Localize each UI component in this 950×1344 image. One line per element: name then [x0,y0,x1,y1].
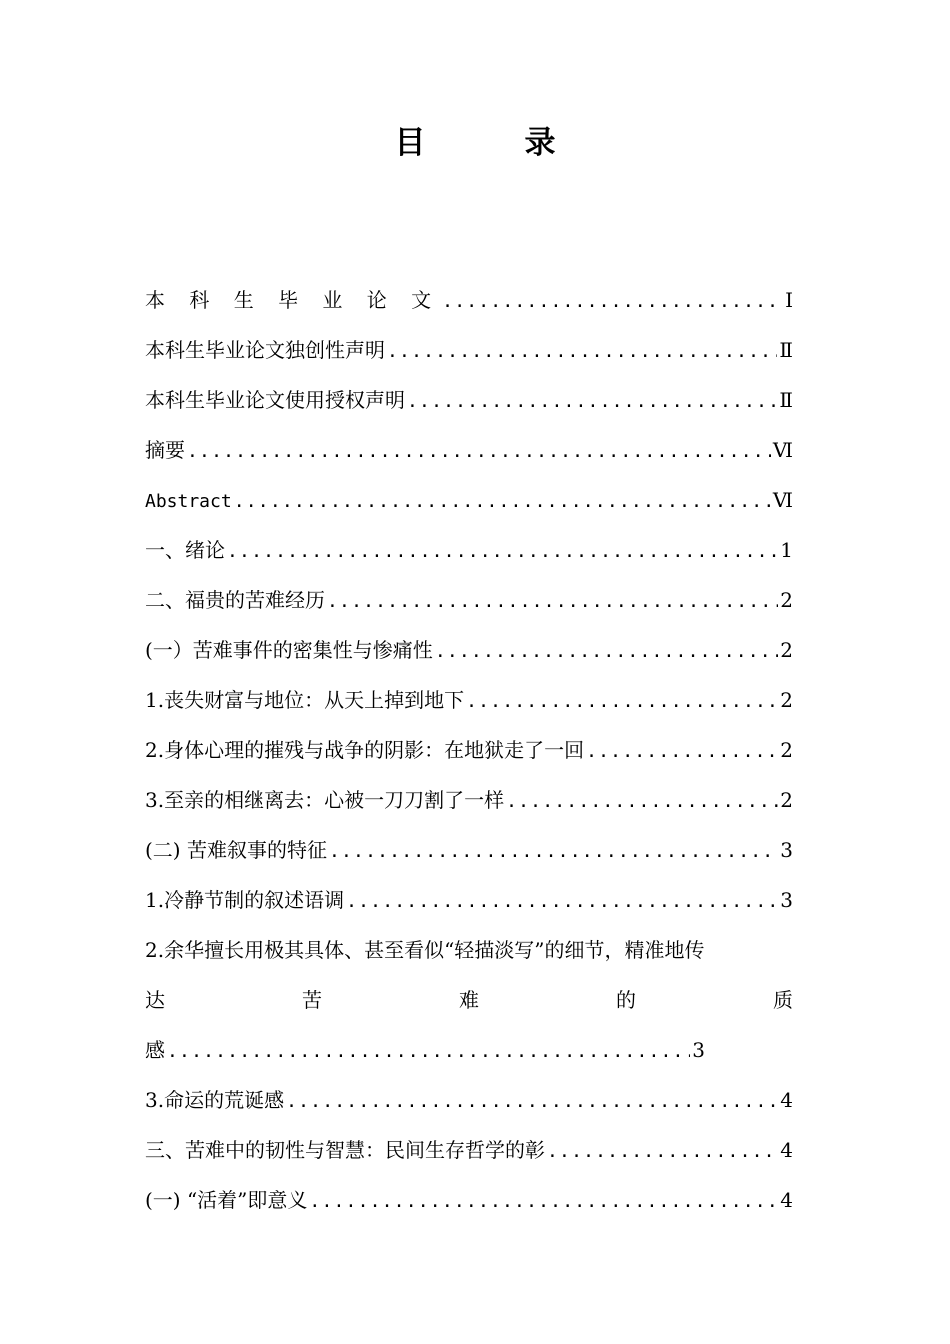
toc-entry[interactable] [145,575,793,625]
toc-leader-dots [506,777,778,825]
toc-leader-dots [167,1027,690,1075]
toc-entry-word: 难 [459,988,479,1012]
toc-entry-label: 一、绪论 [145,538,225,562]
toc-entry-page: 2 [780,638,793,662]
toc-entry-word: 的 [616,988,636,1012]
toc-entry[interactable] [145,625,793,675]
toc-leader-dots [435,627,778,675]
toc-entry-label: (一) “活着”即意义 [145,1188,308,1212]
toc-entry-word: 质 [773,988,793,1012]
toc-leader-dots [442,277,783,325]
toc-entry-page: 4 [780,1088,793,1112]
toc-entry[interactable] [145,675,793,725]
toc-entry-label: 3.至亲的相继离去：心被一刀刀割了一样 [145,788,505,812]
toc-entry-page: 1 [780,538,793,562]
toc-entry[interactable] [145,775,793,825]
toc-entry-label-line1: 2.余华擅长用极其具体、甚至看似“轻描淡写”的细节，精准地传 [145,938,705,962]
toc-entry-label: 摘要 [145,438,185,462]
toc-entry-page: 3 [780,838,793,862]
toc-entry[interactable] [145,875,793,925]
toc-entry[interactable] [145,1125,793,1175]
toc-entry-page: Ⅵ [772,438,793,462]
toc-entry[interactable] [145,375,793,425]
toc-entry-label-line3 [145,1025,705,1075]
toc-leader-dots [227,527,778,575]
page-title: 目 录 [394,125,590,161]
toc-leader-dots [234,477,771,525]
toc-entry-page: Ⅱ [779,388,793,412]
toc-entry-label: 3.命运的荒诞感 [145,1088,285,1112]
toc-entry-page: 4 [780,1138,793,1162]
toc-leader-dots [286,1077,778,1125]
toc-entry-label: 感 [145,1038,165,1062]
toc-entry-page: 2 [780,688,793,712]
toc-entry[interactable] [145,1075,793,1125]
toc-entry[interactable] [145,725,793,775]
toc-leader-dots [547,1127,778,1175]
toc-entry-page: 2 [780,788,793,812]
toc-entry[interactable] [145,825,793,875]
toc-entry-label: (一）苦难事件的密集性与惨痛性 [145,638,433,662]
toc-entry-label: Abstract [145,491,232,512]
toc-leader-dots [407,377,777,425]
toc-entry-page: Ⅰ [785,288,793,312]
toc-entry[interactable] [145,425,793,475]
toc-leader-dots [387,327,777,375]
toc-entry-page: Ⅱ [779,338,793,362]
toc-entry-page: 2 [780,738,793,762]
table-of-contents [145,275,793,1225]
toc-entry-label: 本科生毕业论文使用授权声明 [145,388,405,412]
toc-leader-dots [187,427,771,475]
toc-leader-dots [346,877,778,925]
toc-entry[interactable] [145,275,793,325]
toc-entry-label: 本 科 生 毕 业 论 文 [145,288,441,312]
toc-entry-label: 2.身体心理的摧残与战争的阴影：在地狱走了一回 [145,738,585,762]
toc-leader-dots [586,727,778,775]
toc-entry-label: 1.丧失财富与地位：从天上掉到地下 [145,688,465,712]
toc-entry-label-line2 [145,975,793,1025]
toc-entry-label: 三、苦难中的韧性与智慧：民间生存哲学的彰 [145,1138,545,1162]
toc-entry-page: 3 [780,888,793,912]
toc-entry-label: 1.冷静节制的叙述语调 [145,888,345,912]
toc-entry-label: (二) 苦难叙事的特征 [145,838,327,862]
toc-entry-page: 3 [692,1038,705,1062]
toc-entry[interactable] [145,1175,793,1225]
toc-entry-word: 苦 [302,988,322,1012]
toc-entry-label: 二、福贵的苦难经历 [145,588,325,612]
toc-entry[interactable] [145,525,793,575]
toc-entry-long[interactable] [145,925,793,1075]
toc-entry-word: 达 [145,988,165,1012]
toc-entry-page: Ⅵ [772,488,793,512]
toc-leader-dots [309,1177,778,1225]
toc-entry[interactable] [145,325,793,375]
toc-entry-label: 本科生毕业论文独创性声明 [145,338,385,362]
toc-entry-page: 2 [780,588,793,612]
toc-leader-dots [329,827,778,875]
toc-entry-page: 4 [780,1188,793,1212]
toc-leader-dots [466,677,778,725]
toc-leader-dots [327,577,778,625]
toc-entry[interactable] [145,475,793,525]
